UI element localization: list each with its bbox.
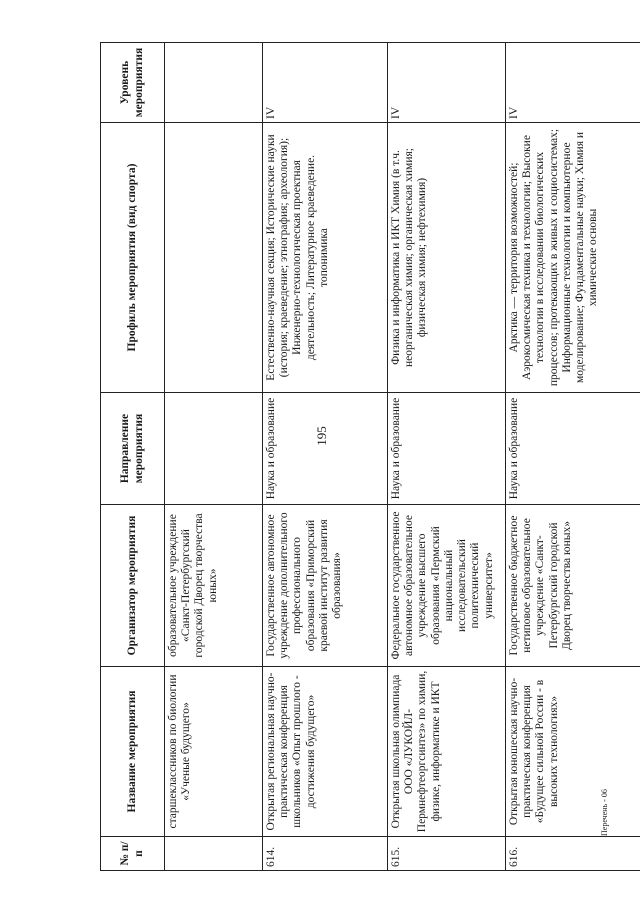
table-row xyxy=(165,43,263,871)
cell-name: Открытая школьная олимпиада ООО «ЛУКОЙЛ-Пермнефтеоргсинтез» по химии, физике, информатике и ИКТ xyxy=(388,667,506,837)
cell-organizer: образовательное учреждение «Санкт-Петербургский городской Дворец творчества юных» xyxy=(165,505,263,667)
header-profile: Профиль мероприятия (вид спорта) xyxy=(101,123,165,393)
table-header-row xyxy=(101,43,165,871)
cell-level: IV xyxy=(388,43,506,123)
header-level: Уровень мероприятия xyxy=(101,43,165,123)
table-row xyxy=(263,43,388,871)
cell-num: 614. xyxy=(263,837,388,871)
cell-level xyxy=(165,43,263,123)
cell-direction: Наука и образование xyxy=(263,393,388,505)
cell-direction: Наука и образование xyxy=(388,393,506,505)
cell-num: 616. xyxy=(506,837,640,871)
cell-profile: Арктика — территория возможностей; Аэрокосмическая техника и технологии; Высокие технологии в исследовании биологических процессов; протекающих в живых и социосистемах; Информационные технологии и компьютерное моделирование; Фундаментальные науки; Химия и химические основы xyxy=(506,123,640,393)
header-num: № п/п xyxy=(101,837,165,871)
cell-organizer: Федеральное государственное автономное образовательное учреждение высшего образования «Пермский национальный исследовательский политехнический университет» xyxy=(388,505,506,667)
cell-profile xyxy=(165,123,263,393)
header-organizer: Организатор мероприятия xyxy=(101,505,165,667)
cell-name: Открытая юношеская научно-практическая конференция «Будущее сильной России - в высоких технологиях» xyxy=(506,667,640,837)
header-direction: Направление мероприятия xyxy=(101,393,165,505)
cell-level: IV xyxy=(263,43,388,123)
footer-label: Перечень - 06 xyxy=(600,789,609,836)
cell-name: старшеклассников по биологии «Ученые будущего» xyxy=(165,667,263,837)
page-number: 195 xyxy=(314,426,329,446)
cell-num: 615. xyxy=(388,837,506,871)
header-name: Название мероприятия xyxy=(101,667,165,837)
cell-organizer: Государственное автономное учреждение дополнительного профессионального образования «Приморский краевой институт развития образования» xyxy=(263,505,388,667)
cell-num xyxy=(165,837,263,871)
table-rotated-wrapper xyxy=(100,43,640,871)
cell-name: Открытая региональная научно-практическая конференция школьников «Опыт прошлого - достижения будущего» xyxy=(263,667,388,837)
table-row xyxy=(388,43,506,871)
cell-level: IV xyxy=(506,43,640,123)
cell-organizer: Государственное бюджетное нетиповое образовательное учреждение «Санкт-Петербургский городской Дворец творчества юных» xyxy=(506,505,640,667)
cell-direction: Наука и образование xyxy=(506,393,640,505)
cell-profile: Физика и информатика и ИКТ Химия (в т.ч. неорганическая химия; органическая химия; физическая химия; нефтехимия) xyxy=(388,123,506,393)
cell-direction xyxy=(165,393,263,505)
table-row xyxy=(506,43,640,871)
cell-profile: Естественно-научная секция; Исторические науки (история; краеведение; этнография; археология); Инженерно-технологическая проектная деятельность; Литературное краеведение. топонимика xyxy=(263,123,388,393)
events-table xyxy=(100,42,640,871)
